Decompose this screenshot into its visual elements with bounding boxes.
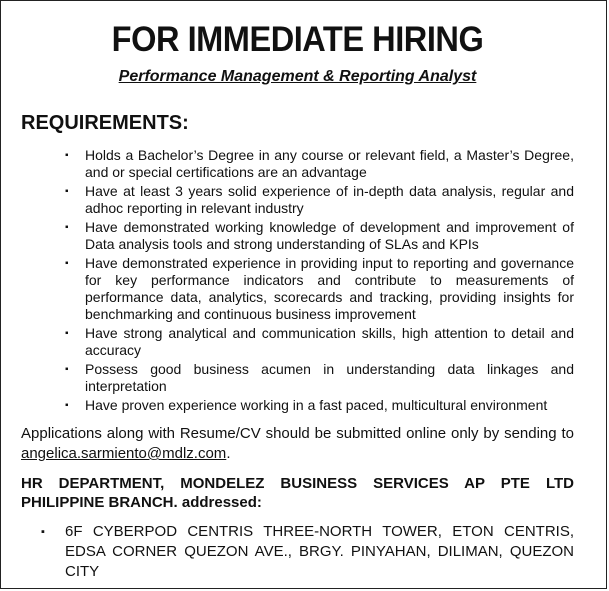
email-link[interactable]: angelica.sarmiento@mdlz.com xyxy=(21,445,227,462)
requirements-heading: REQUIREMENTS: xyxy=(21,112,189,134)
bullet-icon: ▪ xyxy=(65,400,69,411)
bullet-icon: ▪ xyxy=(65,186,69,197)
bullet-icon: ▪ xyxy=(65,150,69,161)
requirement-item: ▪ Holds a Bachelor’s Degree in any course or relevant field, a Master’s Degree, and or special certifications are an advantage xyxy=(65,147,574,180)
requirement-item: ▪ Have at least 3 years solid experience of in-depth data analysis, regular and adhoc reporting in relevant industry xyxy=(65,183,574,216)
requirements-list xyxy=(21,147,574,414)
requirement-item: ▪ Have strong analytical and communication skills, high attention to detail and accuracy xyxy=(65,325,574,358)
application-text: Applications along with Resume/CV should be submitted online only by sending to xyxy=(21,425,574,442)
requirement-item: ▪ Have proven experience working in a fast paced, multicultural environment xyxy=(65,397,548,413)
bullet-icon: ▪ xyxy=(65,364,69,375)
bullet-icon: ▪ xyxy=(65,258,69,269)
bullet-icon: ▪ xyxy=(65,222,69,233)
bullet-icon: ▪ xyxy=(41,526,45,538)
application-instructions: Applications along with Resume/CV should be submitted online only by sending to angelica.sarmiento@mdlz.com. xyxy=(21,425,574,462)
hr-department: HR DEPARTMENT, MONDELEZ BUSINESS SERVICES AP PTE LTD PHILIPPINE BRANCH. addressed: xyxy=(21,475,574,511)
bullet-icon: ▪ xyxy=(65,328,69,339)
address-item xyxy=(41,522,574,582)
requirement-item: ▪ Have demonstrated working knowledge of development and improvement of Data analysis tools and strong understanding of SLAs and KPIs xyxy=(65,219,574,252)
page-title: FOR IMMEDIATE HIRING xyxy=(111,20,484,59)
job-title: Performance Management & Reporting Analyst xyxy=(118,68,477,85)
address-text: 6F CYBERPOD CENTRIS THREE-NORTH TOWER, ETON CENTRIS, EDSA CORNER QUEZON AVE., BRGY. PINYAHAN, DILIMAN, QUEZON CITY xyxy=(65,523,574,580)
requirement-item: ▪ Have demonstrated experience in providing input to reporting and governance for key performance indicators and contribute to measurements of performance data, analytics, scorecards and tracking, providing insights for benchmarking and continuous business improvement xyxy=(65,255,574,322)
requirement-item: ▪ Possess good business acumen in understanding data linkages and interpretation xyxy=(65,361,574,394)
address-list xyxy=(21,522,574,582)
